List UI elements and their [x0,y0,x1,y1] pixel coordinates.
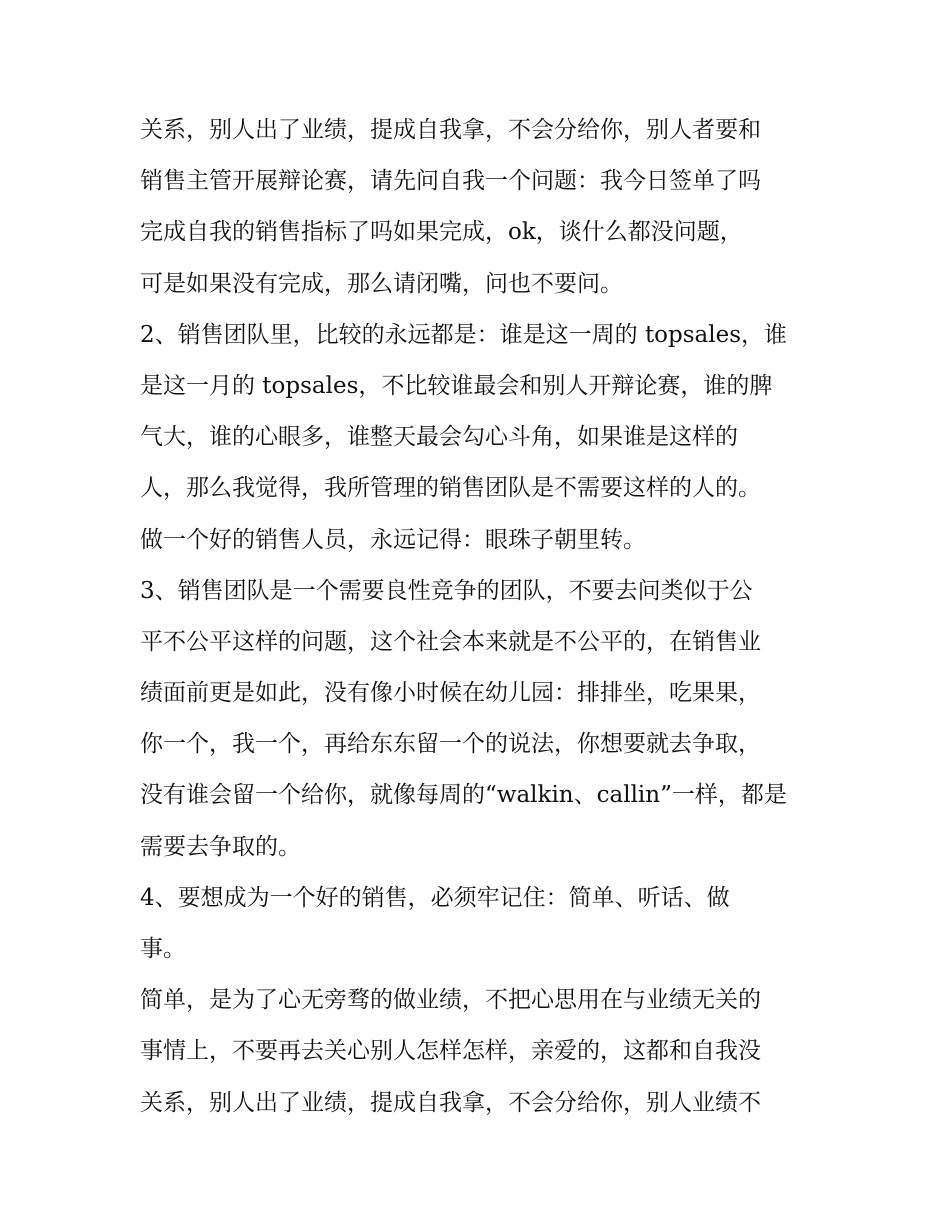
text-line: 事情上，不要再去关心别人怎样怎样，亲爱的，这都和自我没 [140,1038,761,1065]
text-line: 平不公平这样的问题，这个社会本来就是不公平的，在销售业 [140,628,761,655]
text-line: 人，那么我觉得，我所管理的销售团队是不需要这样的人的。 [140,475,761,502]
text-line: 2、销售团队里，比较的永远都是：谁是这一周的 topsales，谁 [140,321,788,348]
text-line: 可是如果没有完成，那么请闭嘴，问也不要问。 [140,270,623,297]
text-line: 关系，别人出了业绩，提成自我拿，不会分给你，别人业绩不 [140,1089,761,1116]
text-line: 关系，别人出了业绩，提成自我拿，不会分给你，别人者要和 [140,117,761,143]
text-line: 3、销售团队是一个需要良性竞争的团队，不要去问类似于公 [140,577,753,604]
body-text [140,108,820,1132]
text-line: 事。 [140,936,186,962]
text-line: 4、要想成为一个好的销售，必须牢记住：简单、听话、做 [140,884,730,911]
text-line: 销售主管开展辩论赛，请先问自我一个问题：我今日签单了吗 [140,168,761,195]
text-line: 气大，谁的心眼多，谁整天最会勾心斗角，如果谁是这样的 [140,424,738,451]
text-line: 你一个，我一个，再给东东留一个的说法，你想要就去争取， [140,731,761,758]
text-line: 需要去争取的。 [140,833,301,860]
text-line: 是这一月的 topsales，不比较谁最会和别人开辩论赛，谁的脾 [140,372,773,399]
text-line: 没有谁会留一个给你，就像每周的“walkin、callin”一样，都是 [140,782,787,809]
text-line: 完成自我的销售指标了吗如果完成，ok，谈什么都没问题， [140,219,743,246]
text-line: 简单，是为了心无旁骛的做业绩，不把心思用在与业绩无关的 [140,987,761,1014]
text-line: 做一个好的销售人员，永远记得：眼珠子朝里转。 [140,526,646,553]
text-line: 绩面前更是如此，没有像小时候在幼儿园：排排坐，吃果果， [140,680,761,707]
